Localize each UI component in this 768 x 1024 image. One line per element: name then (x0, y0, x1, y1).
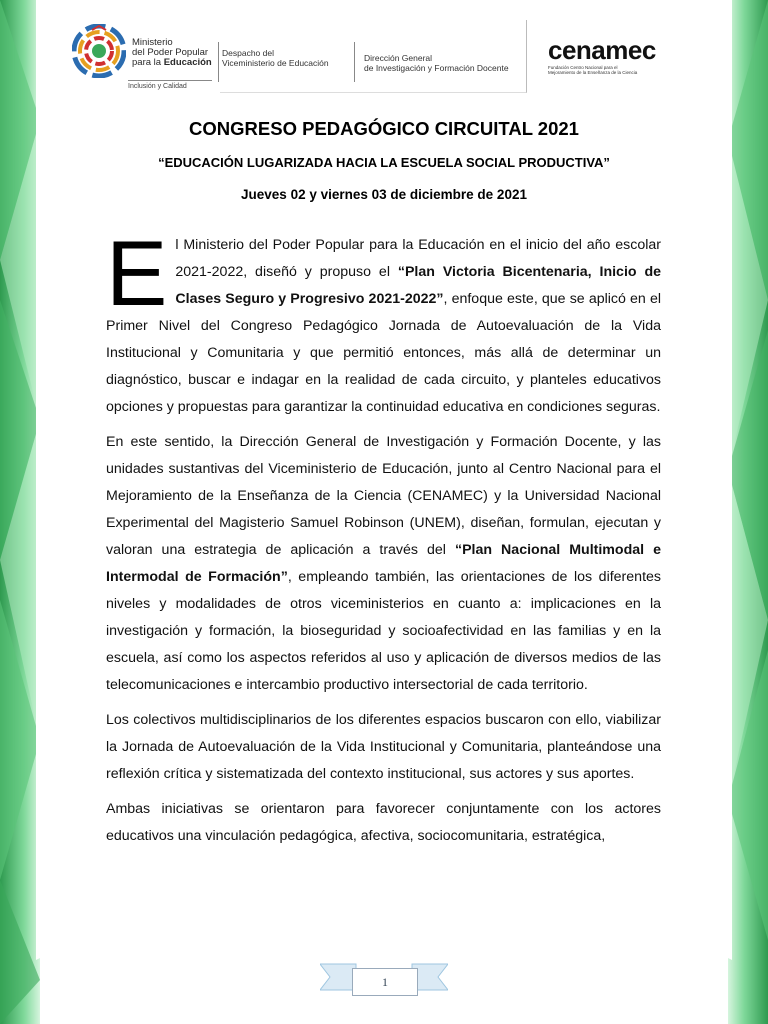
mppe-logo (70, 20, 220, 98)
mppe-name (132, 38, 212, 68)
page-number-ribbon (320, 960, 448, 996)
document-subtitle: “EDUCACIÓN LUGARIZADA HACIA LA ESCUELA SOCIAL PRODUCTIVA” (158, 155, 610, 170)
page-corner-left (36, 930, 96, 960)
cenamec-sub1: Fundación Centro Nacional para el (548, 65, 618, 70)
mppe-line3-prefix: para la (132, 57, 164, 68)
paragraph-1-text-b: , enfoque este, que se aplicó en el Primer Nivel del Congreso Pedagógico Jornada de Autoevaluación de la Vida Institucional y Comunitaria y que permitió entonces, más allá de determinar un diagnóstico, buscar e indagar en la realidad de cada circuito, y planteles educativos opciones y propuestas para garantizar la continuidad educativa en condiciones seguras. (106, 291, 661, 415)
mppe-line3-bold: Educación (163, 57, 212, 68)
cenamec-logo (548, 36, 708, 80)
direccion-line1: Dirección General (364, 53, 433, 63)
page-corner-right (672, 930, 732, 960)
document-title: CONGRESO PEDAGÓGICO CIRCUITAL 2021 (189, 118, 579, 139)
mppe-emblem-icon (72, 24, 126, 78)
direccion-label (364, 53, 509, 73)
mppe-tagline: Inclusión y Calidad (128, 80, 212, 90)
paragraph-2-text-b: , empleando también, las orientaciones de los diferentes niveles y modalidades de otros viceministerios en cuanto a: implicaciones en la investigación y formación, la bioseguridad y socioafectividad en las familias y en la escuela, así como los aspectos referidos al uso y aplicación de diversos medios de las telecomunicaciones e intercambio productivo intersectorial de cada territorio. (106, 569, 661, 693)
cenamec-sub2: Mejoramiento de la Enseñanza de la Ciencia (548, 70, 638, 75)
paragraph-3: Los colectivos multidisciplinarios de los diferentes espacios buscaron con ello, viabilizar la Jornada de Autoevaluación de la Vida Institucional y Comunitaria, planteándose una reflexión crítica y sistematizada del contexto institucional, sus actores y sus aportes. (106, 712, 661, 782)
right-decorative-border (728, 0, 768, 1024)
paragraph-1-bold: “Plan Victoria Bicentenaria, Inicio de Clases Seguro y Progresivo 2021-2022” (175, 264, 662, 307)
mppe-line1: Ministerio (132, 37, 173, 48)
header-divider-2 (354, 42, 355, 82)
despacho-line1: Despacho del (222, 48, 274, 58)
mppe-line2: del Poder Popular (132, 47, 209, 58)
document-body (106, 223, 662, 858)
paragraph-2-text-a: En este sentido, la Dirección General de Investigación y Formación Docente, y las unidades sustantivas del Viceministerio de Educación, junto al Centro Nacional para el Mejoramiento de la Enseñanza de la Ciencia (CENAMEC) y la Universidad Nacional Experimental del Magisterio Samuel Robinson (UNEM), diseñan, formulan, ejecutan y valoran una estrategia de aplicación a través del (106, 434, 661, 558)
header-divider-1 (218, 42, 219, 82)
paragraph-1-text-a: l Ministerio del Poder Popular para la Educación en el inicio del año escolar 2021-2022, diseñó y propuso el (175, 237, 661, 280)
paragraph-1 (106, 223, 662, 421)
direccion-line2: de Investigación y Formación Docente (364, 63, 509, 73)
despacho-line2: Viceministerio de Educación (222, 58, 329, 68)
drop-cap: E (106, 223, 168, 325)
paragraph-2 (106, 429, 661, 699)
left-decorative-border (0, 0, 40, 1024)
paragraph-2-bold: “Plan Nacional Multimodal e Intermodal de Formación” (106, 542, 661, 585)
document-date: Jueves 02 y viernes 03 de diciembre de 2021 (241, 187, 527, 202)
despacho-label (222, 48, 329, 68)
cenamec-wordmark: cenamec (548, 35, 656, 65)
document-header (70, 20, 710, 98)
page-number: 1 (352, 968, 418, 996)
paragraph-4: Ambas iniciativas se orientaron para favorecer conjuntamente con los actores educativos una vinculación pedagógica, afectiva, sociocomunitaria, estratégica, (106, 801, 661, 844)
